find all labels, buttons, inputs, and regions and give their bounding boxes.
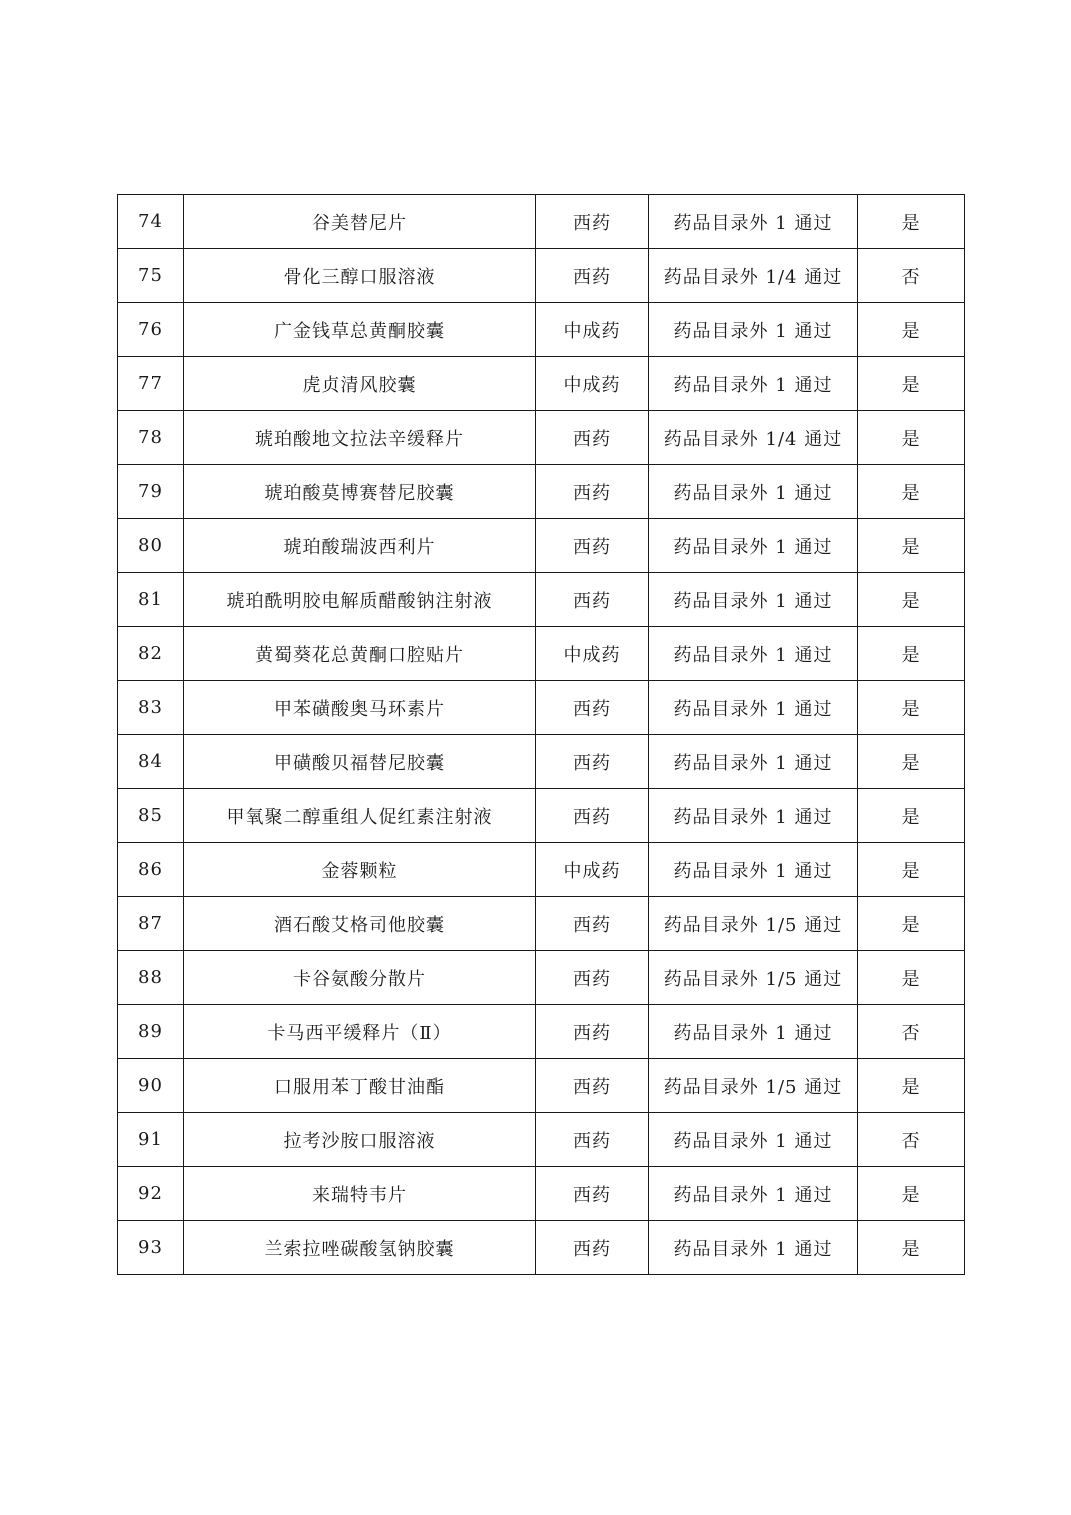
row-number-cell: 78 xyxy=(118,411,184,465)
drug-type-cell: 中成药 xyxy=(536,627,649,681)
drug-type-cell: 西药 xyxy=(536,951,649,1005)
drug-name-cell: 广金钱草总黄酮胶囊 xyxy=(184,303,536,357)
result-flag-cell: 否 xyxy=(858,1005,965,1059)
review-status-cell: 药品目录外 1 通过 xyxy=(649,681,858,735)
review-status-cell: 药品目录外 1/5 通过 xyxy=(649,897,858,951)
table-row xyxy=(118,357,965,411)
table-row xyxy=(118,627,965,681)
drug-name-cell: 虎贞清风胶囊 xyxy=(184,357,536,411)
review-status-cell: 药品目录外 1 通过 xyxy=(649,357,858,411)
table-row xyxy=(118,789,965,843)
result-flag-cell: 是 xyxy=(858,519,965,573)
review-status-cell: 药品目录外 1 通过 xyxy=(649,1167,858,1221)
drug-type-cell: 西药 xyxy=(536,735,649,789)
drug-type-cell: 西药 xyxy=(536,573,649,627)
result-flag-cell: 是 xyxy=(858,735,965,789)
result-flag-cell: 是 xyxy=(858,357,965,411)
drug-name-cell: 兰索拉唑碳酸氢钠胶囊 xyxy=(184,1221,536,1275)
result-flag-cell: 是 xyxy=(858,195,965,249)
drug-type-cell: 西药 xyxy=(536,1059,649,1113)
drug-name-cell: 金蓉颗粒 xyxy=(184,843,536,897)
row-number-cell: 77 xyxy=(118,357,184,411)
row-number-cell: 75 xyxy=(118,249,184,303)
result-flag-cell: 是 xyxy=(858,681,965,735)
result-flag-cell: 是 xyxy=(858,1167,965,1221)
row-number-cell: 88 xyxy=(118,951,184,1005)
drug-type-cell: 西药 xyxy=(536,195,649,249)
row-number-cell: 85 xyxy=(118,789,184,843)
review-status-cell: 药品目录外 1 通过 xyxy=(649,735,858,789)
table-row xyxy=(118,411,965,465)
drug-name-cell: 甲磺酸贝福替尼胶囊 xyxy=(184,735,536,789)
result-flag-cell: 否 xyxy=(858,249,965,303)
review-status-cell: 药品目录外 1 通过 xyxy=(649,303,858,357)
review-status-cell: 药品目录外 1/5 通过 xyxy=(649,1059,858,1113)
drug-type-cell: 中成药 xyxy=(536,303,649,357)
table-row xyxy=(118,1059,965,1113)
table-row xyxy=(118,249,965,303)
result-flag-cell: 是 xyxy=(858,1059,965,1113)
table-row xyxy=(118,1113,965,1167)
result-flag-cell: 否 xyxy=(858,1113,965,1167)
drug-name-cell: 黄蜀葵花总黄酮口腔贴片 xyxy=(184,627,536,681)
review-status-cell: 药品目录外 1 通过 xyxy=(649,843,858,897)
row-number-cell: 90 xyxy=(118,1059,184,1113)
table-row xyxy=(118,1221,965,1275)
row-number-cell: 76 xyxy=(118,303,184,357)
table-body xyxy=(118,195,965,1275)
review-status-cell: 药品目录外 1 通过 xyxy=(649,573,858,627)
drug-name-cell: 琥珀酸地文拉法辛缓释片 xyxy=(184,411,536,465)
result-flag-cell: 是 xyxy=(858,897,965,951)
table-row xyxy=(118,951,965,1005)
table-row xyxy=(118,681,965,735)
drug-name-cell: 卡马西平缓释片（Ⅱ） xyxy=(184,1005,536,1059)
row-number-cell: 81 xyxy=(118,573,184,627)
row-number-cell: 84 xyxy=(118,735,184,789)
result-flag-cell: 是 xyxy=(858,843,965,897)
table-row xyxy=(118,1005,965,1059)
drug-list-table xyxy=(117,194,965,1275)
review-status-cell: 药品目录外 1/4 通过 xyxy=(649,411,858,465)
drug-name-cell: 口服用苯丁酸甘油酯 xyxy=(184,1059,536,1113)
table-row xyxy=(118,843,965,897)
result-flag-cell: 是 xyxy=(858,573,965,627)
result-flag-cell: 是 xyxy=(858,789,965,843)
drug-type-cell: 西药 xyxy=(536,465,649,519)
drug-type-cell: 中成药 xyxy=(536,357,649,411)
table-row xyxy=(118,519,965,573)
review-status-cell: 药品目录外 1 通过 xyxy=(649,465,858,519)
row-number-cell: 87 xyxy=(118,897,184,951)
result-flag-cell: 是 xyxy=(858,465,965,519)
drug-type-cell: 西药 xyxy=(536,1113,649,1167)
review-status-cell: 药品目录外 1 通过 xyxy=(649,519,858,573)
table-row xyxy=(118,735,965,789)
drug-type-cell: 西药 xyxy=(536,1167,649,1221)
table-row xyxy=(118,465,965,519)
drug-name-cell: 卡谷氨酸分散片 xyxy=(184,951,536,1005)
table-row xyxy=(118,1167,965,1221)
row-number-cell: 83 xyxy=(118,681,184,735)
result-flag-cell: 是 xyxy=(858,411,965,465)
review-status-cell: 药品目录外 1 通过 xyxy=(649,789,858,843)
drug-name-cell: 琥珀酸瑞波西利片 xyxy=(184,519,536,573)
result-flag-cell: 是 xyxy=(858,1221,965,1275)
row-number-cell: 92 xyxy=(118,1167,184,1221)
row-number-cell: 93 xyxy=(118,1221,184,1275)
drug-name-cell: 琥珀酰明胶电解质醋酸钠注射液 xyxy=(184,573,536,627)
review-status-cell: 药品目录外 1/4 通过 xyxy=(649,249,858,303)
drug-type-cell: 西药 xyxy=(536,897,649,951)
drug-name-cell: 琥珀酸莫博赛替尼胶囊 xyxy=(184,465,536,519)
drug-name-cell: 骨化三醇口服溶液 xyxy=(184,249,536,303)
row-number-cell: 91 xyxy=(118,1113,184,1167)
drug-name-cell: 拉考沙胺口服溶液 xyxy=(184,1113,536,1167)
table-row xyxy=(118,573,965,627)
drug-type-cell: 西药 xyxy=(536,789,649,843)
drug-type-cell: 西药 xyxy=(536,681,649,735)
row-number-cell: 89 xyxy=(118,1005,184,1059)
review-status-cell: 药品目录外 1 通过 xyxy=(649,195,858,249)
drug-type-cell: 西药 xyxy=(536,1221,649,1275)
row-number-cell: 80 xyxy=(118,519,184,573)
review-status-cell: 药品目录外 1 通过 xyxy=(649,1113,858,1167)
review-status-cell: 药品目录外 1 通过 xyxy=(649,1005,858,1059)
result-flag-cell: 是 xyxy=(858,951,965,1005)
row-number-cell: 74 xyxy=(118,195,184,249)
review-status-cell: 药品目录外 1/5 通过 xyxy=(649,951,858,1005)
table-row xyxy=(118,897,965,951)
row-number-cell: 82 xyxy=(118,627,184,681)
review-status-cell: 药品目录外 1 通过 xyxy=(649,1221,858,1275)
table-row xyxy=(118,195,965,249)
drug-type-cell: 西药 xyxy=(536,249,649,303)
drug-name-cell: 来瑞特韦片 xyxy=(184,1167,536,1221)
table-row xyxy=(118,303,965,357)
review-status-cell: 药品目录外 1 通过 xyxy=(649,627,858,681)
result-flag-cell: 是 xyxy=(858,303,965,357)
drug-name-cell: 甲氧聚二醇重组人促红素注射液 xyxy=(184,789,536,843)
drug-type-cell: 西药 xyxy=(536,1005,649,1059)
row-number-cell: 86 xyxy=(118,843,184,897)
drug-type-cell: 西药 xyxy=(536,411,649,465)
drug-type-cell: 西药 xyxy=(536,519,649,573)
drug-type-cell: 中成药 xyxy=(536,843,649,897)
drug-name-cell: 甲苯磺酸奥马环素片 xyxy=(184,681,536,735)
drug-name-cell: 酒石酸艾格司他胶囊 xyxy=(184,897,536,951)
result-flag-cell: 是 xyxy=(858,627,965,681)
row-number-cell: 79 xyxy=(118,465,184,519)
drug-name-cell: 谷美替尼片 xyxy=(184,195,536,249)
